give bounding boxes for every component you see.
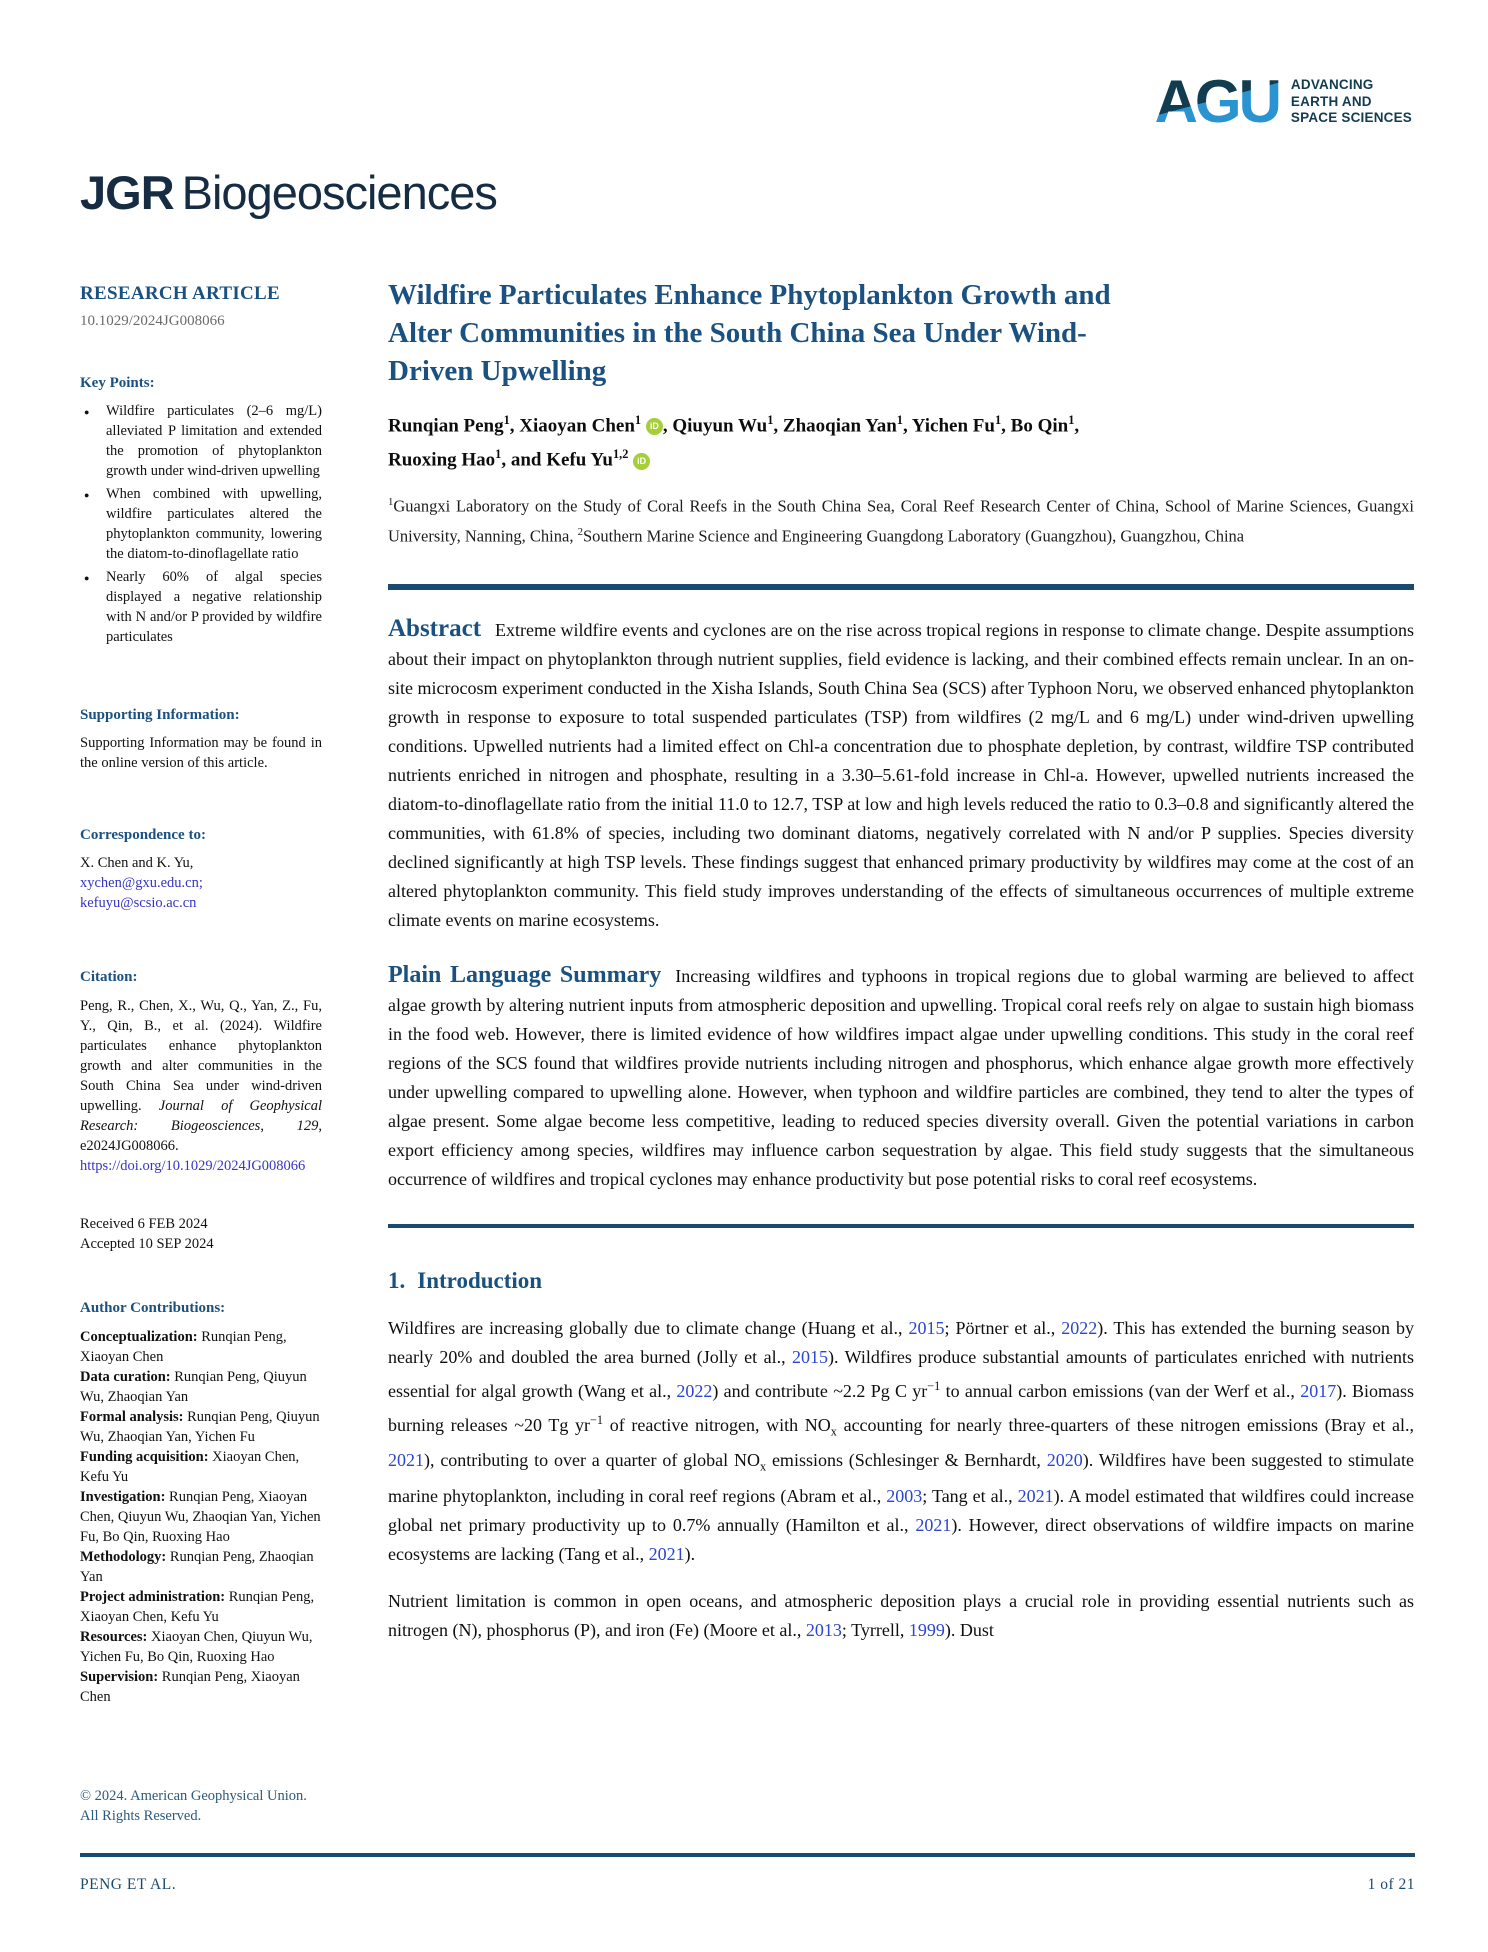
journal-name: Biogeosciences — [181, 166, 497, 219]
author-contributions-heading: Author Contributions: — [80, 1300, 226, 1316]
introduction-paragraph: Wildfires are increasing globally due to climate change (Huang et al., 2015; Pörtner et al., 2022). This has extended the burning season by nearly 20% and doubled the area burned (Jolly et al., 2015). Wildfires produce substantial amounts of particulates enriched with nutrients essential for algal growth (Wang et al., 2022) and contribute ~2.2 Pg C $yr^{-1}$ to annual carbon emissions (van der Werf et al., 2017). Biomass burning releases ~20 Tg $yr^{-1}$ of reactive nitrogen, with $NO_x$ accounting for nearly three-quarters of these nitrogen emissions (Bray et al., 2021), contributing to over a quarter of global $NO_x$ emissions (Schlesinger & Bernhardt, 2020). Wildfires have been suggested to stimulate marine phytoplankton, including in coral reef regions (Abram et al., 2003; Tang et al., 2021). A model estimated that wildfires could increase global net primary productivity up to 0.7% annually (Hamilton et al., 2021). However, direct observations of wildfire impacts on marine ecosystems are lacking (Tang et al., 2021). — [388, 1317, 1415, 1564]
main-column — [388, 276, 1414, 1645]
footer-page-number: 1 of 21 — [1367, 1876, 1415, 1893]
correspondence-email-link[interactable]: kefuyu@scsio.ac.cn — [80, 895, 197, 911]
contribution-entry — [80, 1667, 322, 1707]
agu-tagline-line: EARTH AND — [1290, 93, 1372, 109]
agu-tagline-line: ADVANCING — [1290, 77, 1374, 93]
introduction-heading — [388, 1266, 1414, 1296]
contribution-role: Conceptualization: — [80, 1329, 198, 1345]
key-point-item: ● When combined with upwelling, wildfire particulates altered the phytoplankton community, lowering the diatom-to-dinoflagellate ratio — [80, 484, 322, 564]
contribution-role: Methodology: — [80, 1549, 167, 1565]
plain-language-summary-section — [388, 961, 1414, 1194]
citation-heading: Citation: — [80, 969, 138, 985]
citation-year-link[interactable]: 2003 — [886, 1485, 923, 1506]
received-date: Received 6 FEB 2024 — [80, 1216, 208, 1232]
contribution-role: Formal analysis: — [80, 1409, 184, 1425]
contribution-role: Resources: — [80, 1629, 148, 1645]
author-contributions-list — [80, 1327, 322, 1707]
citation-year-link[interactable]: 2022 — [1061, 1317, 1098, 1338]
orcid-icon[interactable]: iD — [633, 453, 650, 470]
citation-year-link[interactable]: 2021 — [915, 1514, 952, 1535]
section-title: Introduction — [417, 1267, 543, 1293]
contribution-role: Funding acquisition: — [80, 1449, 209, 1465]
contribution-entry — [80, 1487, 322, 1547]
contribution-names: Xiaoyan Chen, Kefu Yu — [80, 1449, 300, 1485]
contribution-names: Runqian Peng, Xiaoyan Chen, Qiuyun Wu, Zhaoqian Yan, Yichen Fu, Bo Qin, Ruoxing Hao — [80, 1489, 321, 1545]
citation-year-link[interactable]: 2022 — [676, 1380, 713, 1401]
footer — [80, 1876, 1415, 1894]
accepted-date: Accepted 10 SEP 2024 — [80, 1236, 214, 1252]
article-dates — [80, 1214, 322, 1254]
copyright-notice: © 2024. American Geophysical Union. All Rights Reserved. — [80, 1788, 307, 1824]
contribution-role: Investigation: — [80, 1489, 166, 1505]
journal-short-name: JGR — [80, 166, 174, 219]
contribution-names: Runqian Peng, Xiaoyan Chen, Kefu Yu — [80, 1589, 315, 1625]
contribution-entry — [80, 1407, 322, 1447]
agu-logo-tagline — [1291, 77, 1412, 127]
author-list: Runqian Peng$^1$, Xiaoyan Chen$^1$ iD , Qiuyun Wu$^1$, Zhaoqian Yan$^1$, Yichen Fu$^1$, Bo Qin$^1$, Ruoxing Hao$^1$, and Kefu Yu$^{1,2}$ iD — [388, 413, 1080, 471]
contribution-names: Xiaoyan Chen, Qiuyun Wu, Yichen Fu, Bo Qin, Ruoxing Hao — [80, 1629, 313, 1665]
agu-logo — [1154, 68, 1412, 135]
plain-language-summary-text: Increasing wildfires and typhoons in tropical regions due to global warming are believed to affect algae growth by altering nutrient inputs from atmospheric deposition and upwelling. Tropical coral reefs rely on algae to sustain high biomass in the food web. However, there is limited evidence of how wildfires impact algae under upwelling conditions. This study in the coral reef regions of the SCS found that wildfires provide nutrients including nitrogen and phosphorus, which enhance algae growth more effectively under upwelling compared to upwelling alone. However, when typhoon and wildfire particles are combined, they tend to alter the types of algae present. Some algae become less competitive, leading to reduced species diversity overall. Given the potential variations in carbon export efficiency among species, wildfires may influence carbon sequestration by algae. This field study suggests that the simultaneous occurrence of wildfires and tropical cyclones may enhance productivity but pose potential risks to coral reef ecosystems. — [388, 965, 1415, 1189]
contribution-role: Project administration: — [80, 1589, 226, 1605]
section-divider-rule — [388, 584, 1414, 590]
citation-year-link[interactable]: 2017 — [1300, 1380, 1337, 1401]
supporting-info-heading: Supporting Information: — [80, 707, 240, 723]
article-type-label: RESEARCH ARTICLE — [80, 283, 280, 304]
contribution-names: Runqian Peng, Xiaoyan Chen — [80, 1669, 300, 1705]
contribution-entry — [80, 1447, 322, 1487]
citation-year-link[interactable]: 2013 — [805, 1619, 842, 1640]
citation-year-link[interactable]: 2015 — [791, 1346, 828, 1367]
footer-running-authors: PENG ET AL. — [80, 1876, 177, 1893]
orcid-icon[interactable]: iD — [646, 418, 663, 435]
citation-year-link[interactable]: 2021 — [388, 1450, 424, 1471]
contribution-names: Runqian Peng, Qiuyun Wu, Zhaoqian Yan — [80, 1369, 307, 1405]
citation-year-link[interactable]: 2015 — [908, 1317, 945, 1338]
supporting-info-text: Supporting Information may be found in the online version of this article. — [80, 735, 322, 771]
key-point-item: ● Nearly 60% of algal species displayed a negative relationship with N and/or P provided by wildfire particulates — [80, 567, 322, 647]
abstract-text: Extreme wildfire events and cyclones are on the rise across tropical regions in response to climate change. Despite assumptions about their impact on phytoplankton through nutrient supplies, field evidence is lacking, and their combined effects remain unclear. In an on-site microcosm experiment conducted in the Xisha Islands, South China Sea (SCS) after Typhoon Noru, we observed enhanced phytoplankton growth in response to exposure to total suspended particulates (TSP) from wildfires (2 mg/L and 6 mg/L) under wind-driven upwelling conditions. Upwelled nutrients had a limited effect on Chl-a concentration due to phosphate depletion, by contrast, wildfire TSP contributed nutrients enriched in nitrogen and phosphate, resulting in a 3.30–5.61-fold increase in Chl-a. However, upwelled nutrients increased the diatom-to-dinoflagellate ratio from the initial 11.0 to 12.7, TSP at low and high levels reduced the ratio to 0.3–0.8 and significantly altered the communities, with 61.8% of species, including two dominant diatoms, negatively correlated with N and/or P supplies. Species diversity declined significantly at high TSP levels. These findings suggest that enhanced primary productivity by wildfires may come at the cost of an altered phytoplankton community. This field study improves understanding of the effects of simultaneous occurrences of multiple extreme climate events on marine ecosystems. — [388, 619, 1414, 930]
agu-tagline-line: SPACE SCIENCES — [1290, 110, 1412, 126]
contribution-names: Runqian Peng, Zhaoqian Yan — [80, 1549, 314, 1585]
correspondence-email-link[interactable]: xychen@gxu.edu.cn; — [80, 875, 203, 891]
doi-link[interactable]: https://doi.org/10.1029/2024JG008066 — [80, 1158, 306, 1174]
footer-rule — [80, 1853, 1415, 1857]
citation-year-link[interactable]: 1999 — [908, 1619, 945, 1640]
contribution-entry — [80, 1627, 322, 1667]
section-divider-rule — [388, 1224, 1414, 1228]
title-line: Driven Upwelling — [388, 355, 607, 387]
article-doi: 10.1029/2024JG008066 — [80, 313, 225, 329]
introduction-paragraph: Nutrient limitation is common in open oceans, and atmospheric deposition plays a crucial role in providing essential nutrients such as nitrogen (N), phosphorus (P), and iron (Fe) (Moore et al., 2013; Tyrrell, 1999). Dust — [388, 1590, 1414, 1640]
title-line: Alter Communities in the South China Sea Under Wind- — [388, 317, 1087, 349]
contribution-role: Data curation: — [80, 1369, 171, 1385]
abstract-section — [388, 614, 1414, 935]
citation-year-link[interactable]: 2020 — [1046, 1450, 1083, 1471]
contribution-entry — [80, 1367, 322, 1407]
contribution-entry — [80, 1547, 322, 1587]
agu-logo-acronym: AGU — [1154, 68, 1279, 135]
contribution-names: Runqian Peng, Qiuyun Wu, Zhaoqian Yan, Yichen Fu — [80, 1409, 320, 1445]
key-points-list — [80, 401, 322, 647]
article-title — [388, 276, 1414, 390]
journal-masthead — [80, 168, 497, 218]
affiliations: $^1$Guangxi Laboratory on the Study of Coral Reefs in the South China Sea, Coral Reef Research Center of China, School of Marine Sciences, Guangxi University, Nanning, China, $^2$Southern Marine Science and Engineering Guangdong Laboratory (Guangzhou), Guangzhou, China — [388, 495, 1414, 546]
correspondence-recipients: X. Chen and K. Yu, — [80, 855, 194, 871]
citation-text: Peng, R., Chen, X., Wu, Q., Yan, Z., Fu, Y., Qin, B., et al. (2024). Wildfire particulates enhance phytoplankton growth and alter communities in the South China Sea under wind-driven upwelling. Journal of Geophysical Research: Biogeosciences, 129, e2024JG008066. https://doi.org/10.1029/2024JG008066 — [80, 998, 322, 1174]
title-line: Wildfire Particulates Enhance Phytoplankton Growth and — [388, 279, 1111, 311]
citation-year-link[interactable]: 2021 — [648, 1543, 685, 1564]
contribution-entry — [80, 1587, 322, 1627]
contribution-names: Runqian Peng, Xiaoyan Chen — [80, 1329, 287, 1365]
contribution-entry — [80, 1327, 322, 1367]
section-number: 1. — [388, 1267, 406, 1293]
key-point-item: ● Wildfire particulates (2–6 mg/L) alleviated P limitation and extended the promotion of phytoplankton growth under wind-driven upwelling — [80, 401, 322, 481]
abstract-heading: Abstract — [388, 614, 482, 642]
citation-year-link[interactable]: 2021 — [1017, 1485, 1054, 1506]
correspondence-heading: Correspondence to: — [80, 827, 206, 843]
contribution-role: Supervision: — [80, 1669, 159, 1685]
plain-language-summary-heading: Plain Language Summary — [388, 961, 662, 988]
sidebar — [80, 283, 322, 1707]
key-points-heading: Key Points: — [80, 375, 155, 391]
